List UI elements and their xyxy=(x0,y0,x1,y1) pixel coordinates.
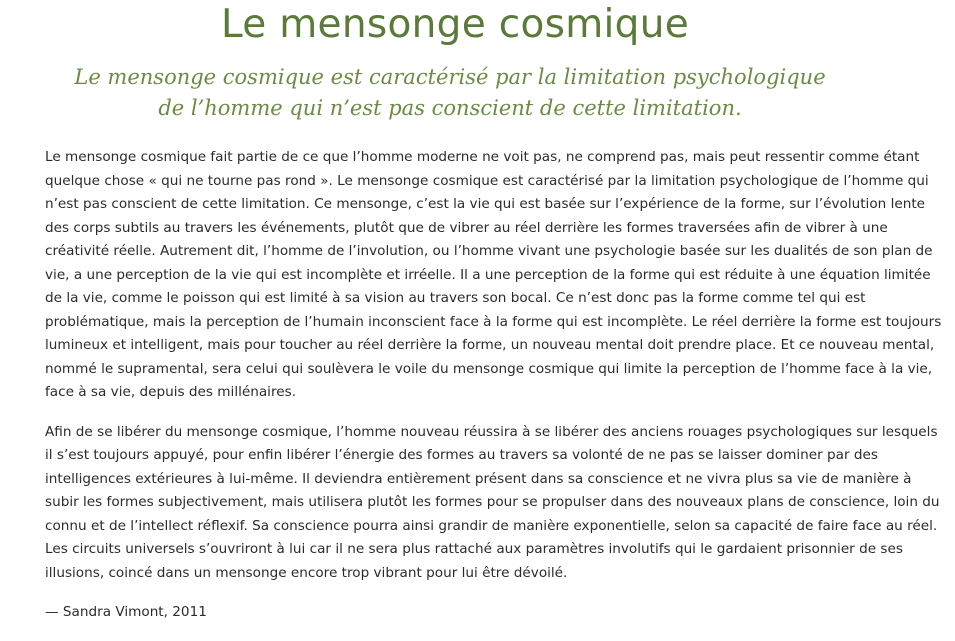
page-subtitle xyxy=(40,62,860,124)
page-title: Le mensonge cosmique xyxy=(220,2,690,47)
paragraph-1: Le mensonge cosmique fait partie de ce que l’homme moderne ne voit pas, ne comprend pas, mais peut ressentir comme étant quelque chose « qui ne tourne pas rond ». Le mensonge cosmique est caractérisé par la limitation psychologique de l’homme qui n’est pas conscient de cette limitation. Ce mensonge, c’est la vie qui est basée sur l’expérience de la forme, sur l’évolution lente des corps subtils au travers les événements, plutôt que de vibrer au réel derrière les formes traversées afin de vibrer à une créativité réelle. Autrement dit, l’homme de l’involution, ou l’homme vivant une psychologie basée sur les dualités de son plan de vie, a une perception de la vie qui est incomplète et irréelle. Il a une perception de la forme qui est réduite à une équation limitée de la vie, comme le poisson qui est limité à sa vision au travers son bocal. Ce n’est donc pas la forme comme tel qui est problématique, mais la perception de l’humain inconscient face à la forme qui est incomplète. Le réel derrière la forme est toujours lumineux et intelligent, mais pour toucher au réel derrière la forme, un nouveau mental doit prendre place. Et ce nouveau mental, nommé le supramental, sera celui qui soulèvera le voile du mensonge cosmique qui limite la perception de l’homme face à la vie, face à sa vie, depuis des millénaires. xyxy=(45,149,942,400)
author-signature: — Sandra Vimont, 2011 xyxy=(45,604,207,620)
subtitle-line-2: de l’homme qui n’est pas conscient de cette limitation. xyxy=(158,96,742,120)
subtitle-line-1: Le mensonge cosmique est caractérisé par la limitation psychologique xyxy=(74,65,826,89)
paragraph-2: Afin de se libérer du mensonge cosmique, l’homme nouveau réussira à se libérer des anciens rouages psychologiques sur lesquels il s’est toujours appuyé, pour enfin libérer l’énergie des formes au travers sa volonté de ne pas se laisser dominer par des intelligences extérieures à lui-même. Il deviendra entièrement présent dans sa conscience et ne vivra plus sa vie de manière à subir les formes subjectivement, mais utilisera plutôt les formes pour se propulser dans des nouveaux plans de conscience, loin du connu et de l’intellect réflexif. Sa conscience pourra ainsi grandir de manière exponentielle, selon sa capacité de faire face au réel. Les circuits universels s’ouvriront à lui car il ne sera plus rattaché aux paramètres involutifs qui le gardaient prisonnier de ses illusions, coincé dans un mensonge encore trop vibrant pour lui être dévoilé. xyxy=(45,423,940,581)
article-body xyxy=(45,146,945,641)
